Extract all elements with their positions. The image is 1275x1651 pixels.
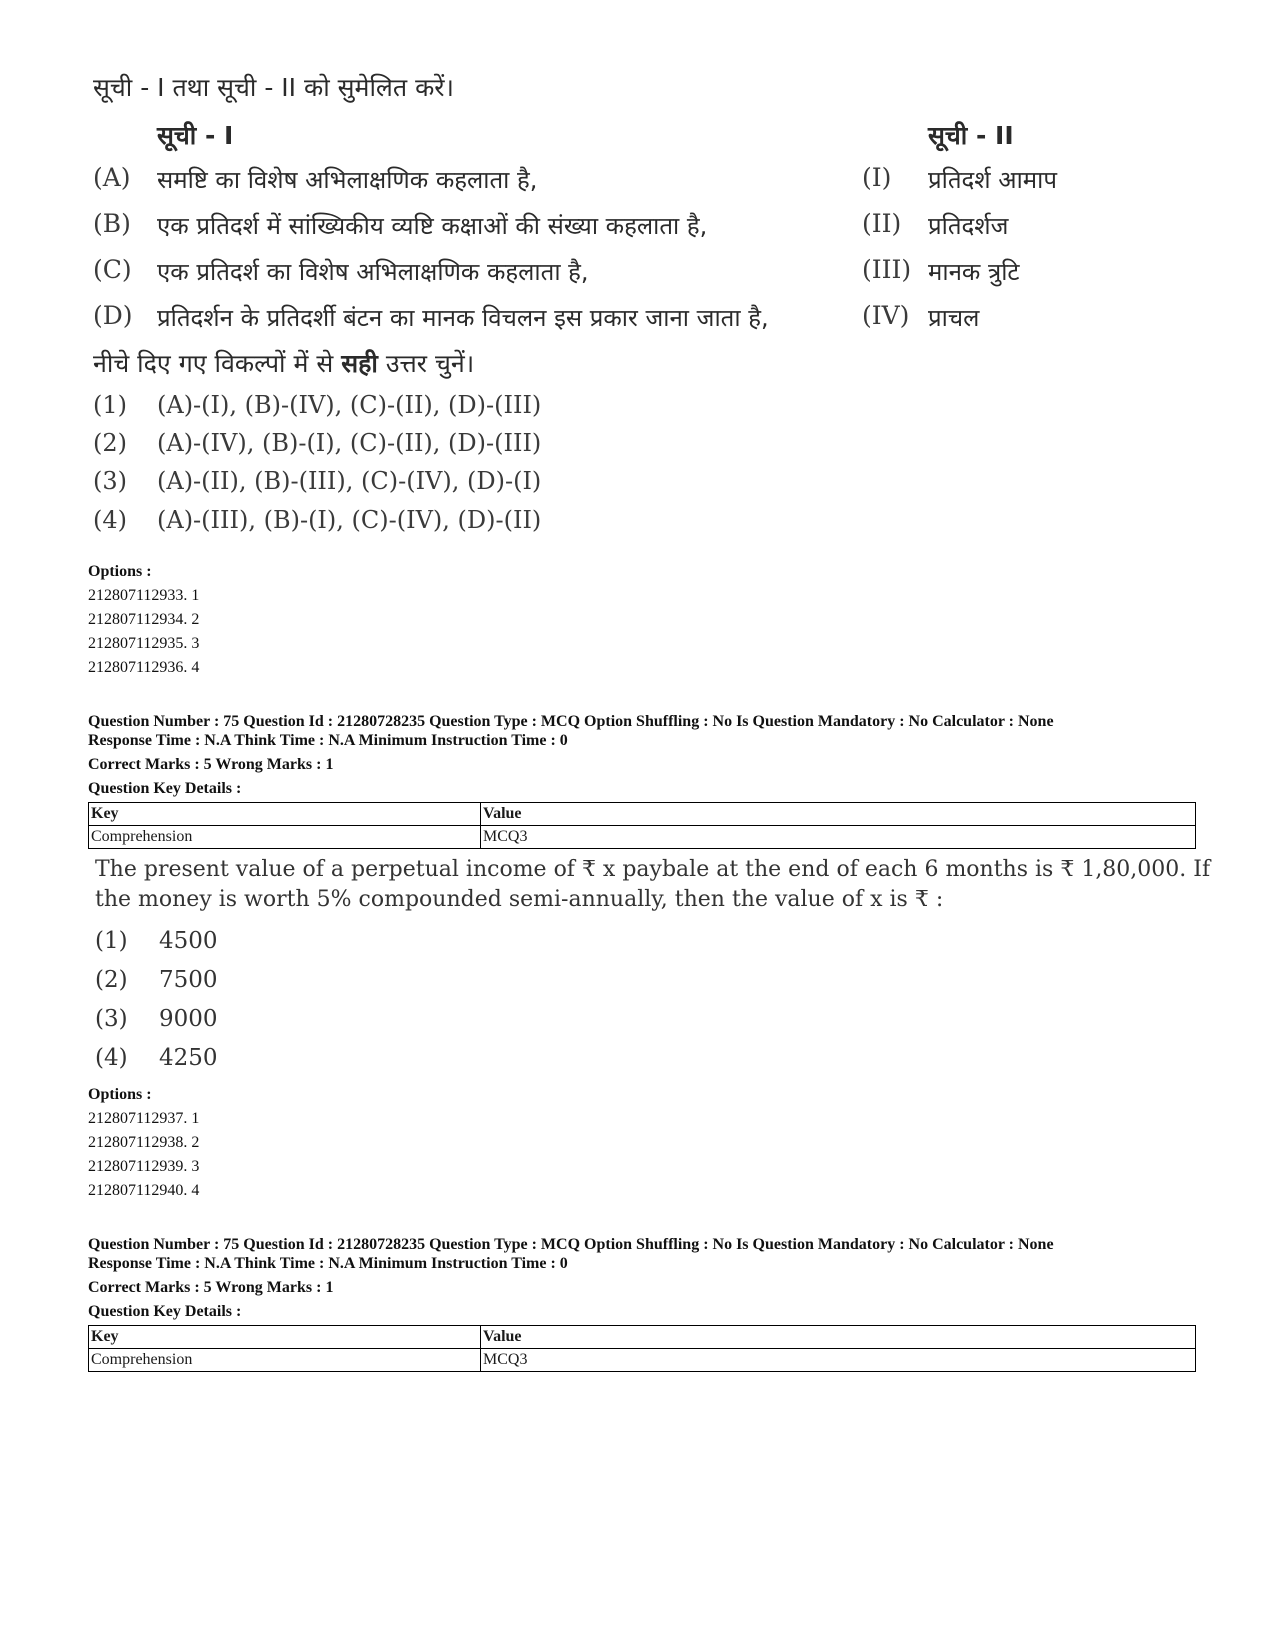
list2-item: प्राचल bbox=[928, 304, 980, 332]
option-id: 212807112934. 2 bbox=[88, 611, 200, 628]
list2-heading: सूची - II bbox=[928, 121, 1014, 150]
list1-label: (A) bbox=[93, 163, 131, 192]
question-meta-line: Question Number : 75 Question Id : 21280728235 Question Type : MCQ Option Shuffling : No Is Question Mandatory : No Calculator : None bbox=[88, 1236, 1054, 1253]
list2-item: मानक त्रुटि bbox=[928, 258, 1020, 286]
choice-text: 4250 bbox=[159, 1045, 218, 1071]
list2-item: प्रतिदर्श आमाप bbox=[928, 166, 1057, 194]
option-id: 212807112933. 1 bbox=[88, 587, 200, 604]
option-id: 212807112936. 4 bbox=[88, 659, 200, 676]
list1-heading: सूची - I bbox=[157, 121, 234, 150]
list1-item: एक प्रतिदर्श का विशेष अभिलाक्षणिक कहलाता है, bbox=[157, 258, 589, 286]
list2-item: प्रतिदर्शज bbox=[928, 212, 1009, 240]
table-cell-value: MCQ3 bbox=[481, 1349, 1196, 1372]
list1-item: समष्टि का विशेष अभिलाक्षणिक कहलाता है, bbox=[157, 166, 538, 194]
key-value-table bbox=[88, 1325, 1196, 1372]
option-id: 212807112937. 1 bbox=[88, 1110, 200, 1127]
list1-label: (B) bbox=[93, 209, 131, 238]
question-meta-line: Response Time : N.A Think Time : N.A Minimum Instruction Time : 0 bbox=[88, 732, 568, 749]
choose-instruction bbox=[93, 346, 474, 380]
key-details-label: Question Key Details : bbox=[88, 780, 242, 797]
choice-text: 9000 bbox=[159, 1006, 218, 1032]
table-header-key: Key bbox=[89, 803, 481, 826]
choose-bold: सही bbox=[341, 349, 378, 378]
list2-label: (IV) bbox=[862, 301, 910, 330]
question-meta-line: Question Number : 75 Question Id : 21280728235 Question Type : MCQ Option Shuffling : No Is Question Mandatory : No Calculator : None bbox=[88, 713, 1054, 730]
choice-label: (4) bbox=[93, 506, 127, 534]
q75-text-line: The present value of a perpetual income of ₹ x paybale at the end of each 6 months is ₹ 1,80,000. If bbox=[95, 857, 1211, 882]
table-header-key: Key bbox=[89, 1326, 481, 1349]
option-id: 212807112938. 2 bbox=[88, 1134, 200, 1151]
choice-label: (3) bbox=[95, 1006, 128, 1032]
choice-label: (1) bbox=[93, 391, 127, 419]
list1-label: (C) bbox=[93, 255, 132, 284]
choose-prefix: नीचे दिए गए विकल्पों में से bbox=[93, 349, 334, 378]
choice-text: 4500 bbox=[159, 928, 218, 954]
choose-suffix: उत्तर चुनें। bbox=[385, 349, 475, 378]
key-value-table bbox=[88, 802, 1196, 849]
choice-text: (A)-(IV), (B)-(I), (C)-(II), (D)-(III) bbox=[157, 429, 542, 457]
option-id: 212807112935. 3 bbox=[88, 635, 200, 652]
option-id: 212807112940. 4 bbox=[88, 1182, 200, 1199]
list1-item: प्रतिदर्शन के प्रतिदर्शी बंटन का मानक विचलन इस प्रकार जाना जाता है, bbox=[157, 304, 769, 332]
marks-line: Correct Marks : 5 Wrong Marks : 1 bbox=[88, 756, 334, 773]
table-cell-value: MCQ3 bbox=[481, 826, 1196, 849]
list2-label: (I) bbox=[862, 163, 892, 192]
options-label: Options : bbox=[88, 1086, 152, 1103]
table-cell-key: Comprehension bbox=[89, 1349, 481, 1372]
table-header-value: Value bbox=[481, 1326, 1196, 1349]
list2-label: (III) bbox=[862, 255, 912, 284]
marks-line: Correct Marks : 5 Wrong Marks : 1 bbox=[88, 1279, 334, 1296]
choice-label: (3) bbox=[93, 467, 127, 495]
choice-text: (A)-(II), (B)-(III), (C)-(IV), (D)-(I) bbox=[157, 467, 542, 495]
q75-text-line: the money is worth 5% compounded semi-annually, then the value of x is ₹ : bbox=[95, 887, 944, 912]
list2-label: (II) bbox=[862, 209, 902, 238]
options-label: Options : bbox=[88, 563, 152, 580]
choice-label: (4) bbox=[95, 1045, 128, 1071]
key-details-label: Question Key Details : bbox=[88, 1303, 242, 1320]
choice-text: 7500 bbox=[159, 967, 218, 993]
q74-instruction: सूची - I तथा सूची - II को सुमेलित करें। bbox=[93, 73, 454, 102]
choice-text: (A)-(I), (B)-(IV), (C)-(II), (D)-(III) bbox=[157, 391, 542, 419]
list1-label: (D) bbox=[93, 301, 133, 330]
choice-label: (2) bbox=[95, 967, 128, 993]
choice-label: (1) bbox=[95, 928, 128, 954]
option-id: 212807112939. 3 bbox=[88, 1158, 200, 1175]
table-header-value: Value bbox=[481, 803, 1196, 826]
table-cell-key: Comprehension bbox=[89, 826, 481, 849]
choice-label: (2) bbox=[93, 429, 127, 457]
list1-item: एक प्रतिदर्श में सांख्यिकीय व्यष्टि कक्षाओं की संख्या कहलाता है, bbox=[157, 212, 708, 240]
choice-text: (A)-(III), (B)-(I), (C)-(IV), (D)-(II) bbox=[157, 506, 542, 534]
question-meta-line: Response Time : N.A Think Time : N.A Minimum Instruction Time : 0 bbox=[88, 1255, 568, 1272]
